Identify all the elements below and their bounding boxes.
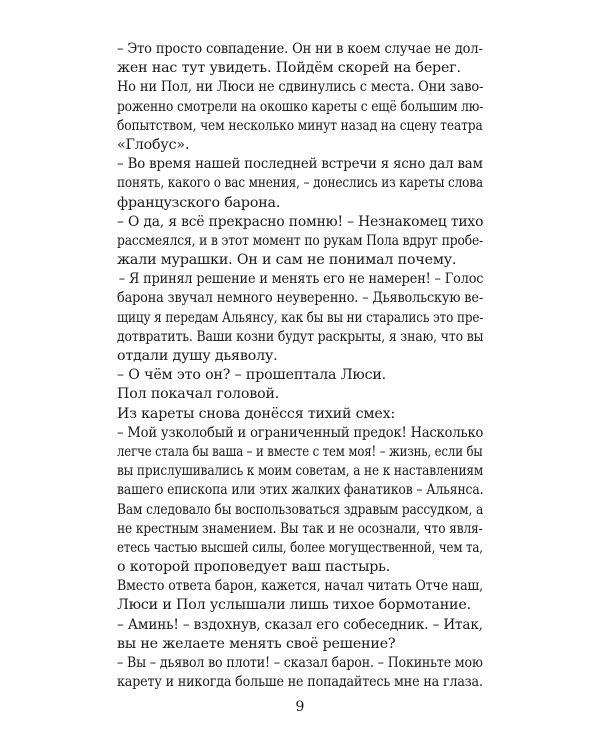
text-line: «Глобус». (117, 136, 190, 153)
text-line: Люси и Пол услышали лишь тихое бормотание. (117, 597, 471, 614)
text-line: понять, какого о вас мнения, – донеслись из кареты слова (117, 175, 483, 192)
text-line: роженно смотрели на окошко кареты с ещё большим лю- (117, 98, 484, 115)
text-line: не крестным знамением. Вы так и не осознали, что явля- (117, 520, 483, 537)
text-line: легче стала бы ваша – и вместе с тем моя! – жизнь, если бы (117, 443, 483, 460)
text-line: – Мой узколобый и ограниченный предок! Насколько (117, 424, 484, 441)
text-line: щицу я передам Альянсу, как бы вы ни старались это пре- (117, 309, 484, 326)
text-line: жали мурашки. Он и сам не понимал почему. (117, 252, 457, 269)
text-line: жен нас тут увидеть. Пойдём скорей на берег. (117, 60, 461, 77)
text-line: етесь частью высшей силы, более могущественной, чем та, (117, 539, 483, 556)
text-line: барона звучал немного неуверенно. – Дьявольскую ве- (117, 290, 484, 307)
page-number: 9 (295, 699, 305, 715)
text-line: Вам следовало бы воспользоваться здравым рассудком, а (117, 501, 484, 518)
text-line: французского барона. (117, 194, 281, 211)
text-line: бопытством, чем несколько минут назад на сцену театра (117, 117, 483, 134)
text-line: Из кареты снова донёсся тихий смех: (117, 405, 396, 422)
text-line: рассмеялся, и в этот момент по рукам Пола вдруг пробе- (117, 232, 484, 249)
text-line: карету и никогда больше не попадайтесь мне на глаза. (117, 674, 483, 691)
text-line: отдали душу дьяволу. (117, 348, 278, 364)
text-line: – Я принял решение и менять его не намерен! – Голос (118, 271, 484, 288)
text-line: – О чём это он? – прошептала Люси. (117, 367, 387, 384)
text-line: – О да, я всё прекрасно помню! – Незнакомец тихо (117, 213, 484, 230)
book-page-text (117, 40, 483, 692)
text-line: Пол покачал головой. (117, 386, 280, 403)
text-line: – Аминь! – вздохнув, сказал его собеседник. – Итак, (117, 616, 483, 633)
text-line: вы не желаете менять своё решение? (117, 635, 396, 652)
text-line: дотвратить. Ваши козни будут раскрыты, я знаю, что вы (117, 328, 484, 345)
text-line: Но ни Пол, ни Люси не сдвинулись с места. Они заво- (117, 79, 484, 96)
text-line: – Во время нашей последней встречи я ясно дал вам (117, 156, 483, 173)
text-line: – Вы – дьявол во плоти! – сказал барон. – Покиньте мою (117, 655, 483, 671)
text-line: Вместо ответа барон, кажется, начал читать Отче наш, (117, 578, 483, 595)
text-line: вашего епископа или этих жалких фанатиков – Альянса. (117, 482, 484, 499)
text-line: о которой проповедует ваш пастырь. (117, 559, 391, 576)
text-line: вы прислушивались к моим советам, а не к наставлениям (117, 463, 484, 480)
text-line: – Это просто совпадение. Он ни в коем случае не дол- (117, 41, 483, 57)
